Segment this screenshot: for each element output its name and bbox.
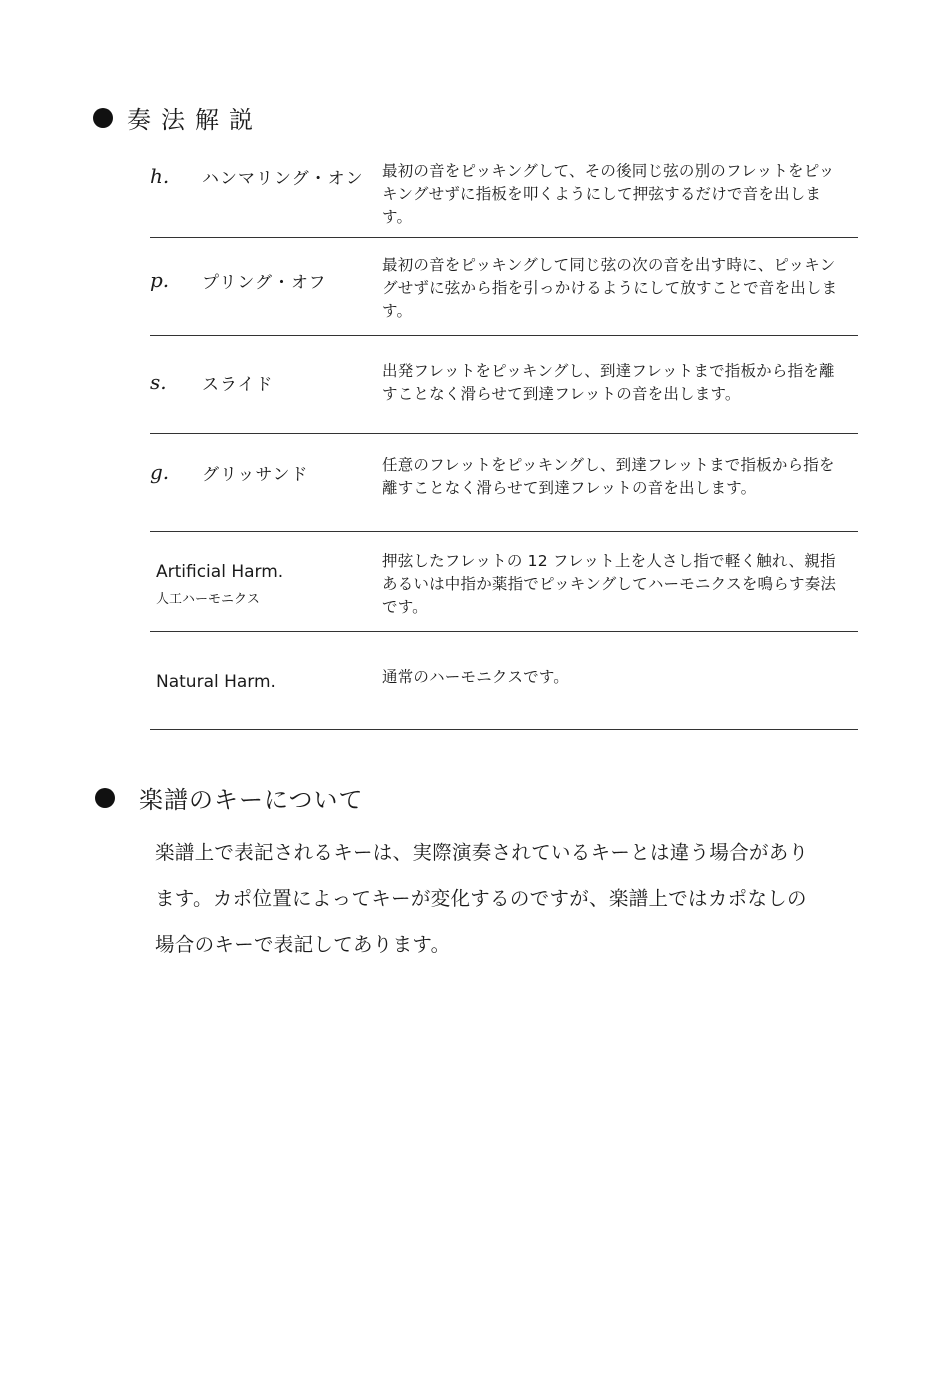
- bullet-icon: [93, 108, 113, 128]
- bullet-icon: [95, 788, 115, 808]
- key-explanation-text: 楽譜上で表記されるキーは、実際演奏されているキーとは違う場合があります。カポ位置によってキーが変化するのですが、楽譜上ではカポなしの場合のキーで表記してあります。: [155, 841, 809, 956]
- technique-abbr: h.: [150, 164, 170, 188]
- technique-row: [150, 434, 858, 532]
- technique-row: [150, 336, 858, 434]
- section-heading-key: [95, 780, 364, 815]
- technique-description: 任意のフレットをピッキングし、到達フレットまで指板から指を離すことなく滑らせて到達フレットの音を出します。: [382, 456, 835, 497]
- section-title: 楽譜のキーについて: [139, 786, 364, 814]
- technique-row: [150, 238, 858, 336]
- technique-row: [150, 532, 858, 632]
- technique-name: ハンマリング・オン: [202, 169, 364, 189]
- technique-abbr: g.: [150, 460, 170, 484]
- technique-row: [150, 150, 858, 238]
- technique-name: Natural Harm.: [156, 672, 276, 692]
- technique-abbr: s.: [150, 370, 167, 394]
- technique-subname: 人工ハーモニクス: [156, 592, 260, 607]
- section-title: 奏法解説: [127, 106, 263, 134]
- technique-description: 通常のハーモニクスです。: [382, 668, 570, 686]
- technique-name: Artificial Harm.: [156, 562, 284, 582]
- section-heading-performance: [93, 100, 263, 135]
- technique-description: 最初の音をピッキングして同じ弦の次の音を出す時に、ピッキングせずに弦から指を引っかけるようにして放すことで音を出します。: [382, 256, 838, 320]
- technique-row: [150, 632, 858, 730]
- technique-description: 押弦したフレットの 12 フレット上を人さし指で軽く触れ、親指あるいは中指か薬指でピッキングしてハーモニクスを鳴らす奏法です。: [382, 552, 837, 616]
- technique-name: スライド: [202, 375, 274, 395]
- technique-table: [150, 150, 858, 730]
- technique-name: プリング・オフ: [202, 273, 327, 293]
- technique-description: 最初の音をピッキングして、その後同じ弦の別のフレットをピッキングせずに指板を叩くようにして押弦するだけで音を出します。: [382, 162, 835, 226]
- technique-abbr: p.: [150, 268, 170, 292]
- technique-name: グリッサンド: [202, 465, 309, 485]
- technique-description: 出発フレットをピッキングし、到達フレットまで指板から指を離すことなく滑らせて到達フレットの音を出します。: [382, 362, 835, 403]
